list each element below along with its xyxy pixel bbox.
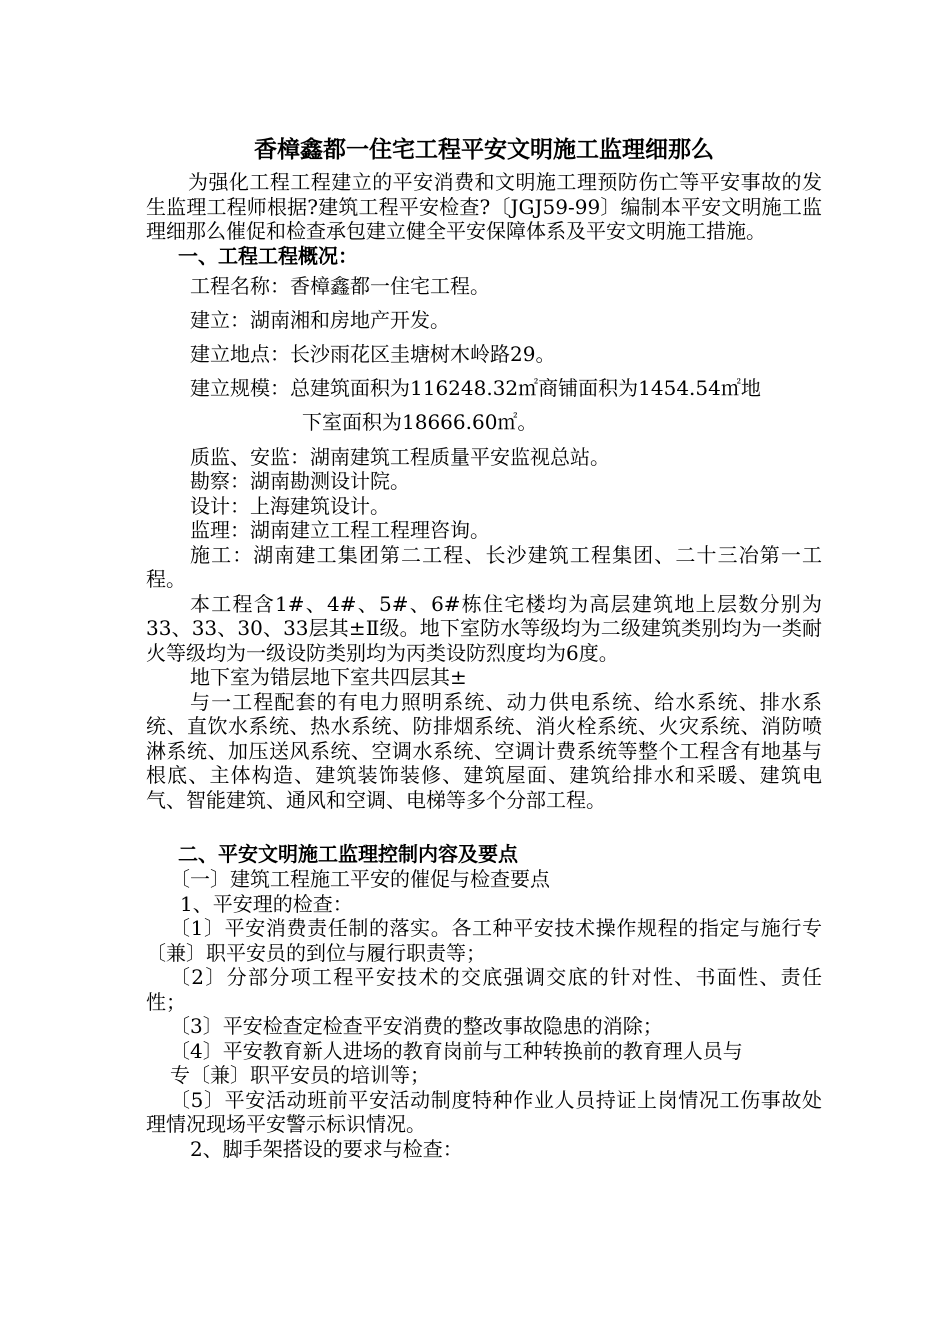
basement-paragraph: 地下室为错层地下室共四层其± (190, 665, 467, 689)
item-1-4-line2: 专〔兼〕职平安员的培训等； (170, 1063, 430, 1087)
supervision-field: 质监、安监：湖南建筑工程质量平安监视总站。 (190, 444, 610, 469)
item-1-4-line1: 〔4〕平安教育新人进场的教育岗前与工种转换前的教育理人员与 (170, 1038, 743, 1063)
location-field: 建立地点：长沙雨花区圭塘树木岭路29。 (190, 341, 556, 366)
item-1-3: 〔3〕平安检查定检查平安消费的整改事故隐患的消除； (170, 1014, 663, 1038)
buildings-paragraph: 本工程含1#、4#、5#、6#栋住宅楼均为高层建筑地上层数分别为33、33、30、33层其±Ⅱ级。地下室防水等级均为二级建筑类别均为一类耐火等级均为一级设防类别均为丙类设防烈度均为6度。 (146, 591, 822, 665)
item-1-1: 〔1〕平安消费责任制的落实。各工种平安技术操作规程的指定与施行专〔兼〕职平安员的到位与履行职责等； (146, 916, 822, 965)
subsection-1-heading: 〔一〕建筑工程施工平安的催促与检查要点 (170, 867, 550, 891)
item-1-2: 〔2〕分部分项工程平安技术的交底强调交底的针对性、书面性、责任性； (146, 965, 822, 1014)
section-1-heading: 一、工程工程概况： (178, 243, 358, 268)
project-name-field: 工程名称：香樟鑫都一住宅工程。 (190, 273, 490, 298)
systems-paragraph: 与一工程配套的有电力照明系统、动力供电系统、给水系统、排水系统、直饮水系统、热水系统、防排烟系统、消火栓系统、火灾系统、消防喷淋系统、加压送风系统、空调水系统、空调计费系统等整个工程含有地基与根底、主体构造、建筑装饰装修、建筑屋面、建筑给排水和采暖、建筑电气、智能建筑、通风和空调、电梯等多个分部工程。 (146, 689, 822, 812)
monitor-field: 监理：湖南建立工程工程理咨询。 (190, 518, 490, 542)
design-field: 设计：上海建筑设计。 (190, 493, 390, 518)
document-page (146, 130, 822, 1161)
spacer (146, 812, 822, 842)
item-2-heading: 2、脚手架搭设的要求与检查： (190, 1136, 463, 1161)
survey-field: 勘察：湖南勘测设计院。 (190, 469, 410, 493)
item-1-5: 〔5〕平安活动班前平安活动制度特种作业人员持证上岗情况工伤事故处理情况现场平安警示标识情况。 (146, 1087, 822, 1136)
scale-field-line2: 下室面积为18666.60㎡。 (302, 409, 538, 434)
intro-paragraph: 为强化工程工程建立的平安消费和文明施工理预防伤亡等平安事故的发生监理工程师根据?建筑工程平安检查?〔JGJ59-99〕编制本平安文明施工监理细那么催促和检查承包建立健全平安保障体系及平安文明施工措施。 (146, 170, 822, 243)
scale-field-line1: 建立规模：总建筑面积为116248.32㎡商铺面积为1454.54㎡地 (190, 375, 761, 400)
builder-field: 建立：湖南湘和房地产开发。 (190, 307, 450, 332)
item-1-heading: 1、平安理的检查： (180, 891, 353, 916)
construction-paragraph: 施工：湖南建工集团第二工程、长沙建筑工程集团、二十三冶第一工程。 (146, 542, 822, 591)
section-2-heading: 二、平安文明施工监理控制内容及要点 (178, 842, 518, 866)
document-title: 香樟鑫都一住宅工程平安文明施工监理细那么 (254, 136, 714, 163)
